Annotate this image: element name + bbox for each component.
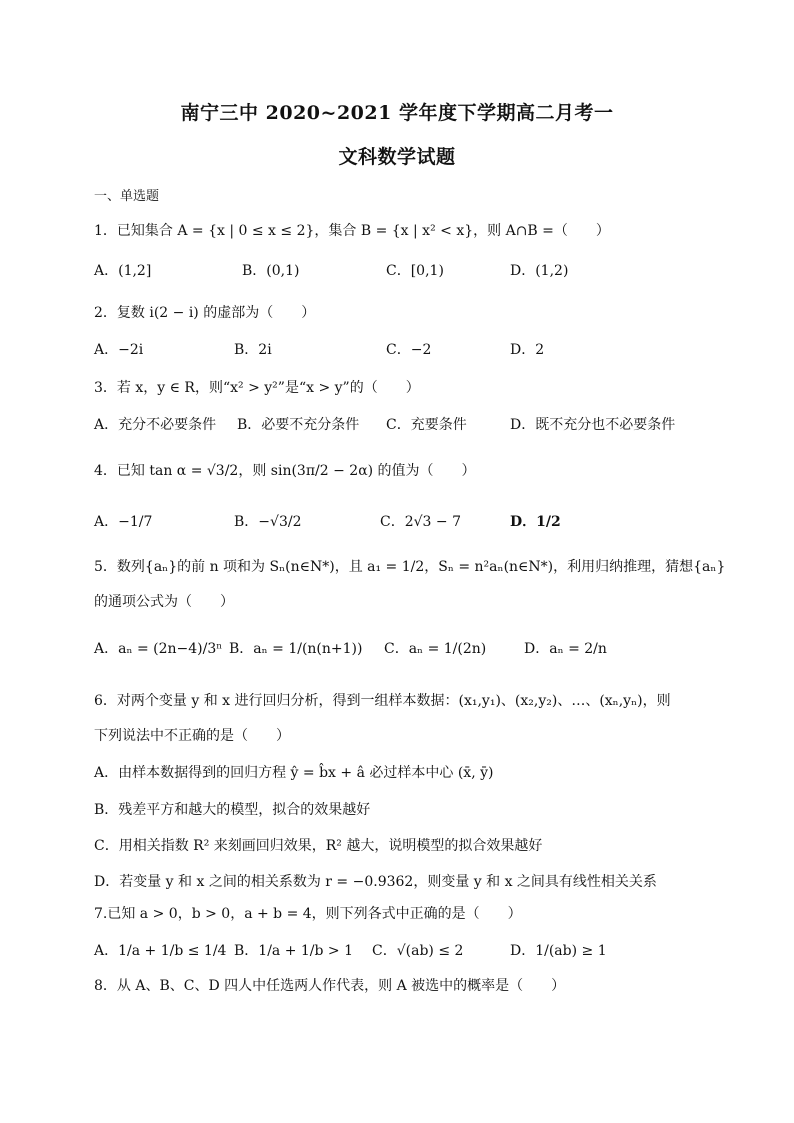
question-8-stem: 8．从 A、B、C、D 四人中任选两人作代表，则 A 被选中的概率是（ ） (94, 978, 566, 994)
question-6-option-a: A．由样本数据得到的回归方程 ŷ = b̂x + â 必过样本中心 (x̄, ȳ) (94, 765, 494, 781)
question-1-stem: 1．已知集合 A = {x | 0 ≤ x ≤ 2}，集合 B = {x | x² < x}，则 A∩B =（ ） (94, 223, 610, 239)
question-6-stem: 6．对两个变量 y 和 x 进行回归分析，得到一组样本数据：(x₁,y₁)、(x₂,y₂)、…、(xₙ,yₙ)，则 (94, 693, 671, 709)
question-1-option-b: B．(0,1) (242, 263, 300, 279)
question-2-stem: 2．复数 i(2 − i) 的虚部为（ ） (94, 305, 316, 321)
question-2-option-c: C．−2 (386, 342, 432, 358)
question-5-stem-continued: 的通项公式为（ ） (94, 594, 234, 610)
question-5-option-d: D．aₙ = 2/n (524, 641, 607, 657)
question-6-option-d: D．若变量 y 和 x 之间的相关系数为 r = −0.9362，则变量 y 和 x 之间具有线性相关关系 (94, 874, 657, 890)
question-1-option-c: C．[0,1) (386, 263, 444, 279)
question-5-stem: 5．数列{aₙ}的前 n 项和为 Sₙ(n∈N*)，且 a₁ = 1/2，Sₙ = n²aₙ(n∈N*)，利用归纳推理，猜想{aₙ} (94, 559, 726, 575)
question-2-option-b: B．2i (234, 342, 272, 358)
question-4-option-b: B．−√3/2 (234, 514, 302, 530)
question-7-option-c: C．√(ab) ≤ 2 (372, 943, 464, 959)
question-1-option-d: D．(1,2) (510, 263, 569, 279)
question-3-option-a: A．充分不必要条件 (94, 417, 217, 433)
question-7-option-d: D．1/(ab) ≥ 1 (510, 943, 607, 959)
page-title: 南宁三中 2020~2021 学年度下学期高二月考一 (180, 102, 614, 124)
section-label: 一、单选题 (94, 189, 160, 204)
question-3-stem: 3．若 x，y ∈ R，则“x² > y²”是“x > y”的（ ） (94, 380, 420, 396)
question-4-option-a: A．−1/7 (94, 514, 153, 530)
question-3-option-b: B．必要不充分条件 (237, 417, 360, 433)
question-7-option-b: B．1/a + 1/b > 1 (234, 943, 354, 959)
question-4-option-d: D．1/2 (510, 514, 561, 530)
question-2-option-a: A．−2i (94, 342, 144, 358)
question-1-option-a: A．(1,2] (94, 263, 152, 279)
question-4-option-c: C．2√3 − 7 (380, 514, 461, 530)
question-7-stem: 7.已知 a > 0，b > 0，a + b = 4，则下列各式中正确的是（ ） (94, 906, 522, 922)
page-subtitle: 文科数学试题 (338, 146, 456, 168)
question-3-option-c: C．充要条件 (386, 417, 467, 433)
question-6-stem-continued: 下列说法中不正确的是（ ） (94, 728, 290, 744)
question-5-option-a: A．aₙ = (2n−4)/3ⁿ (94, 641, 223, 657)
question-5-option-c: C．aₙ = 1/(2n) (384, 641, 487, 657)
question-5-option-b: B．aₙ = 1/(n(n+1)) (229, 641, 363, 657)
question-7-option-a: A．1/a + 1/b ≤ 1/4 (94, 943, 227, 959)
question-6-option-b: B．残差平方和越大的模型，拟合的效果越好 (94, 802, 371, 818)
question-6-option-c: C．用相关指数 R² 来刻画回归效果，R² 越大，说明模型的拟合效果越好 (94, 838, 543, 854)
question-2-option-d: D．2 (510, 342, 545, 358)
question-3-option-d: D．既不充分也不必要条件 (510, 417, 676, 433)
question-4-stem: 4．已知 tan α = √3/2，则 sin(3π/2 − 2α) 的值为（ ） (94, 463, 476, 479)
